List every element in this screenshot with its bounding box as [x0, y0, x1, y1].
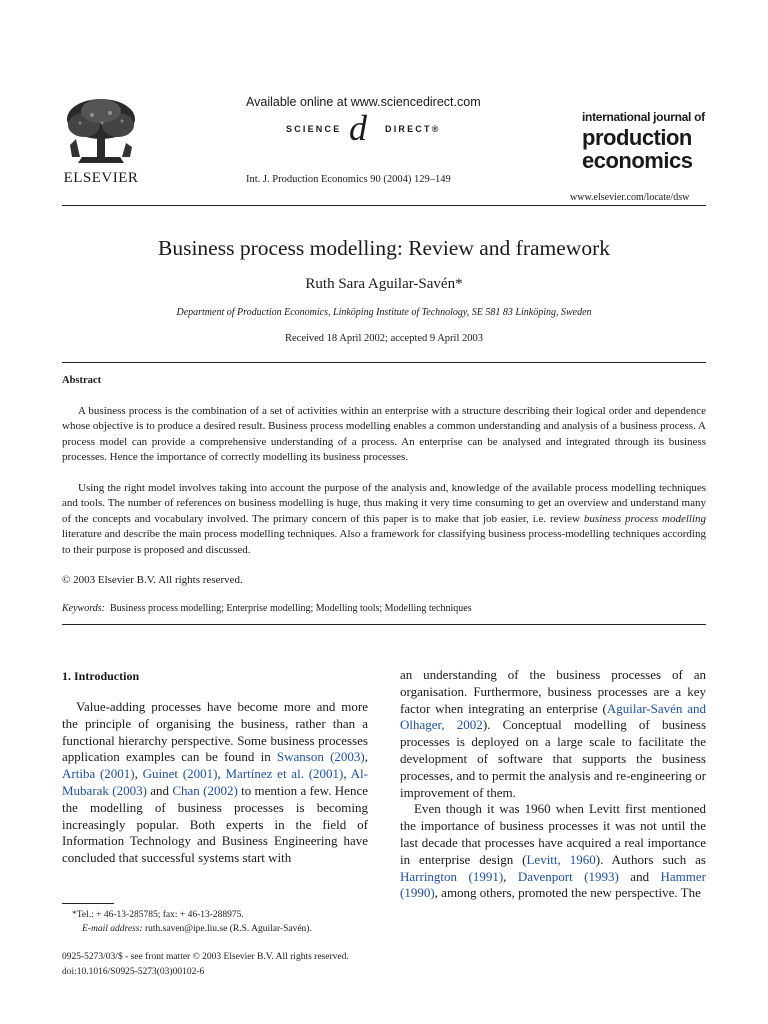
- body-column-right: an understanding of the business processes of an organisation. Furthermore, business processes are a key factor when integrating an enterprise (Aguilar-Savén and Olhager, 2002). Conceptual modelling of business processes is deployed on a large scale to facilitate the development of software that supports the business processes, and to permit the analysis and re-engineering or improvement of them. Even though it was 1960 when Levitt first mentioned the importance of business processes it was not until the last decade that processes have acquired a real importance in enterprise design (Levitt, 1960). Authors such as Harrington (1991), Davenport (1993) and Hammer (1990), among others, promoted the new perspective. The: [400, 667, 707, 901]
- abstract-emphasis: business process modelling: [583, 512, 706, 525]
- article-title: Business process modelling: Review and framework: [157, 236, 610, 260]
- publisher-name: ELSEVIER: [63, 170, 139, 186]
- abstract-copyright: © 2003 Elsevier B.V. All rights reserved.: [62, 574, 243, 586]
- sciencedirect-direct-text: DIRECT®: [385, 124, 441, 134]
- ref-swanson[interactable]: Swanson (2003): [276, 749, 365, 765]
- doi-line[interactable]: doi:10.1016/S0925-5273(03)00102-6: [62, 967, 205, 977]
- ref-aguilar-olhager[interactable]: Aguilar-Savén and Olhager, 2002: [400, 700, 706, 733]
- footnote-email: [62, 924, 312, 934]
- keywords-list: Business process modelling; Enterprise modelling; Modelling tools; Modelling techniques: [109, 603, 472, 614]
- footnote-contact: *Tel.: + 46-13-285785; fax: + 46-13-288975.: [72, 910, 244, 920]
- introduction-heading: 1. Introduction: [62, 669, 140, 683]
- sciencedirect-science-text: SCIENCE: [286, 124, 342, 134]
- abstract-heading: Abstract: [62, 375, 102, 386]
- ref-harrington[interactable]: Harrington (1991): [400, 868, 504, 884]
- body-column-left: Value-adding processes have become more and more the principle of organising the business, rather than a functional hierarchy perspective. Some business processes application examples can be found in Swanson (2003), Artiba (2001), Guinet (2001), Martínez et al. (2001), Al-Mubarak (2003) and Chan (2002) to mention a few. Hence the modelling of business processes is becoming increasingly popular. Both experts in the field of Information Technology and Business Engineering have concluded that successful systems start with: [62, 699, 369, 866]
- ref-almubarak[interactable]: Al-Mubarak (2003): [62, 766, 369, 798]
- available-online-text: Available online at www.sciencedirect.com: [246, 95, 481, 109]
- journal-name-line3: economics: [582, 148, 693, 173]
- front-matter-line: 0925-5273/03/$ - see front matter © 2003 Elsevier B.V. All rights reserved.: [62, 952, 349, 962]
- ref-hammer[interactable]: Hammer (1990): [400, 868, 706, 901]
- ref-artiba[interactable]: Artiba (2001): [62, 766, 135, 782]
- keywords-line: [62, 603, 472, 614]
- abstract-paragraph-1: A business process is the combination of a set of activities within an enterprise with a structure describing their logical order and dependence whose objective is to produce a desired result. Business process modelling enables a common understanding and analysis of a business process. A process model can provide a comprehensive understanding of a process. An enterprise can be analysed and integrated through its business processes. Hence the importance of correctly modelling its business processes.: [62, 405, 706, 464]
- abstract-paragraph-2: Using the right model involves taking into account the purpose of the analysis and, knowledge of the available process modelling techniques and tools. The number of references on business modelling is huge, thus making it very time consuming to get an overview and understand many of the concepts and vocabulary involved. The primary concern of this paper is to make that job easier, i.e. review business process modelling literature and describe the main process modelling techniques. Also a framework for classifying business process-modelling techniques according to their purpose is proposed and discussed.: [62, 482, 706, 556]
- abstract-top-divider: [62, 362, 706, 363]
- journal-citation: Int. J. Production Economics 90 (2004) 129–149: [246, 174, 451, 185]
- author-affiliation: Department of Production Economics, Linköping Institute of Technology, SE 581 83 Linköping, Sweden: [176, 307, 592, 318]
- keywords-label: Keywords:: [62, 603, 105, 614]
- ref-levitt[interactable]: Levitt, 1960: [526, 851, 596, 867]
- article-author: Ruth Sara Aguilar-Savén*: [305, 276, 463, 292]
- ref-martinez[interactable]: Martínez et al. (2001): [225, 766, 344, 782]
- abstract-bottom-divider: [62, 624, 706, 625]
- journal-url[interactable]: www.elsevier.com/locate/dsw: [570, 192, 690, 203]
- ref-davenport[interactable]: Davenport (1993): [517, 868, 619, 884]
- ref-guinet[interactable]: Guinet (2001): [142, 766, 218, 782]
- elsevier-tree-logo: [62, 95, 140, 165]
- sciencedirect-d-icon: d: [349, 108, 367, 148]
- received-dates: Received 18 April 2002; accepted 9 April 2003: [285, 333, 483, 344]
- email-address[interactable]: ruth.saven@ipe.liu.se (R.S. Aguilar-Savén).: [142, 924, 312, 934]
- header-divider: [62, 205, 706, 206]
- footnote-divider: [62, 903, 114, 904]
- journal-name-line1: international journal of: [582, 110, 705, 124]
- journal-name-line2: production: [582, 125, 692, 150]
- ref-chan[interactable]: Chan (2002): [172, 782, 238, 798]
- email-label: E-mail address:: [82, 924, 143, 934]
